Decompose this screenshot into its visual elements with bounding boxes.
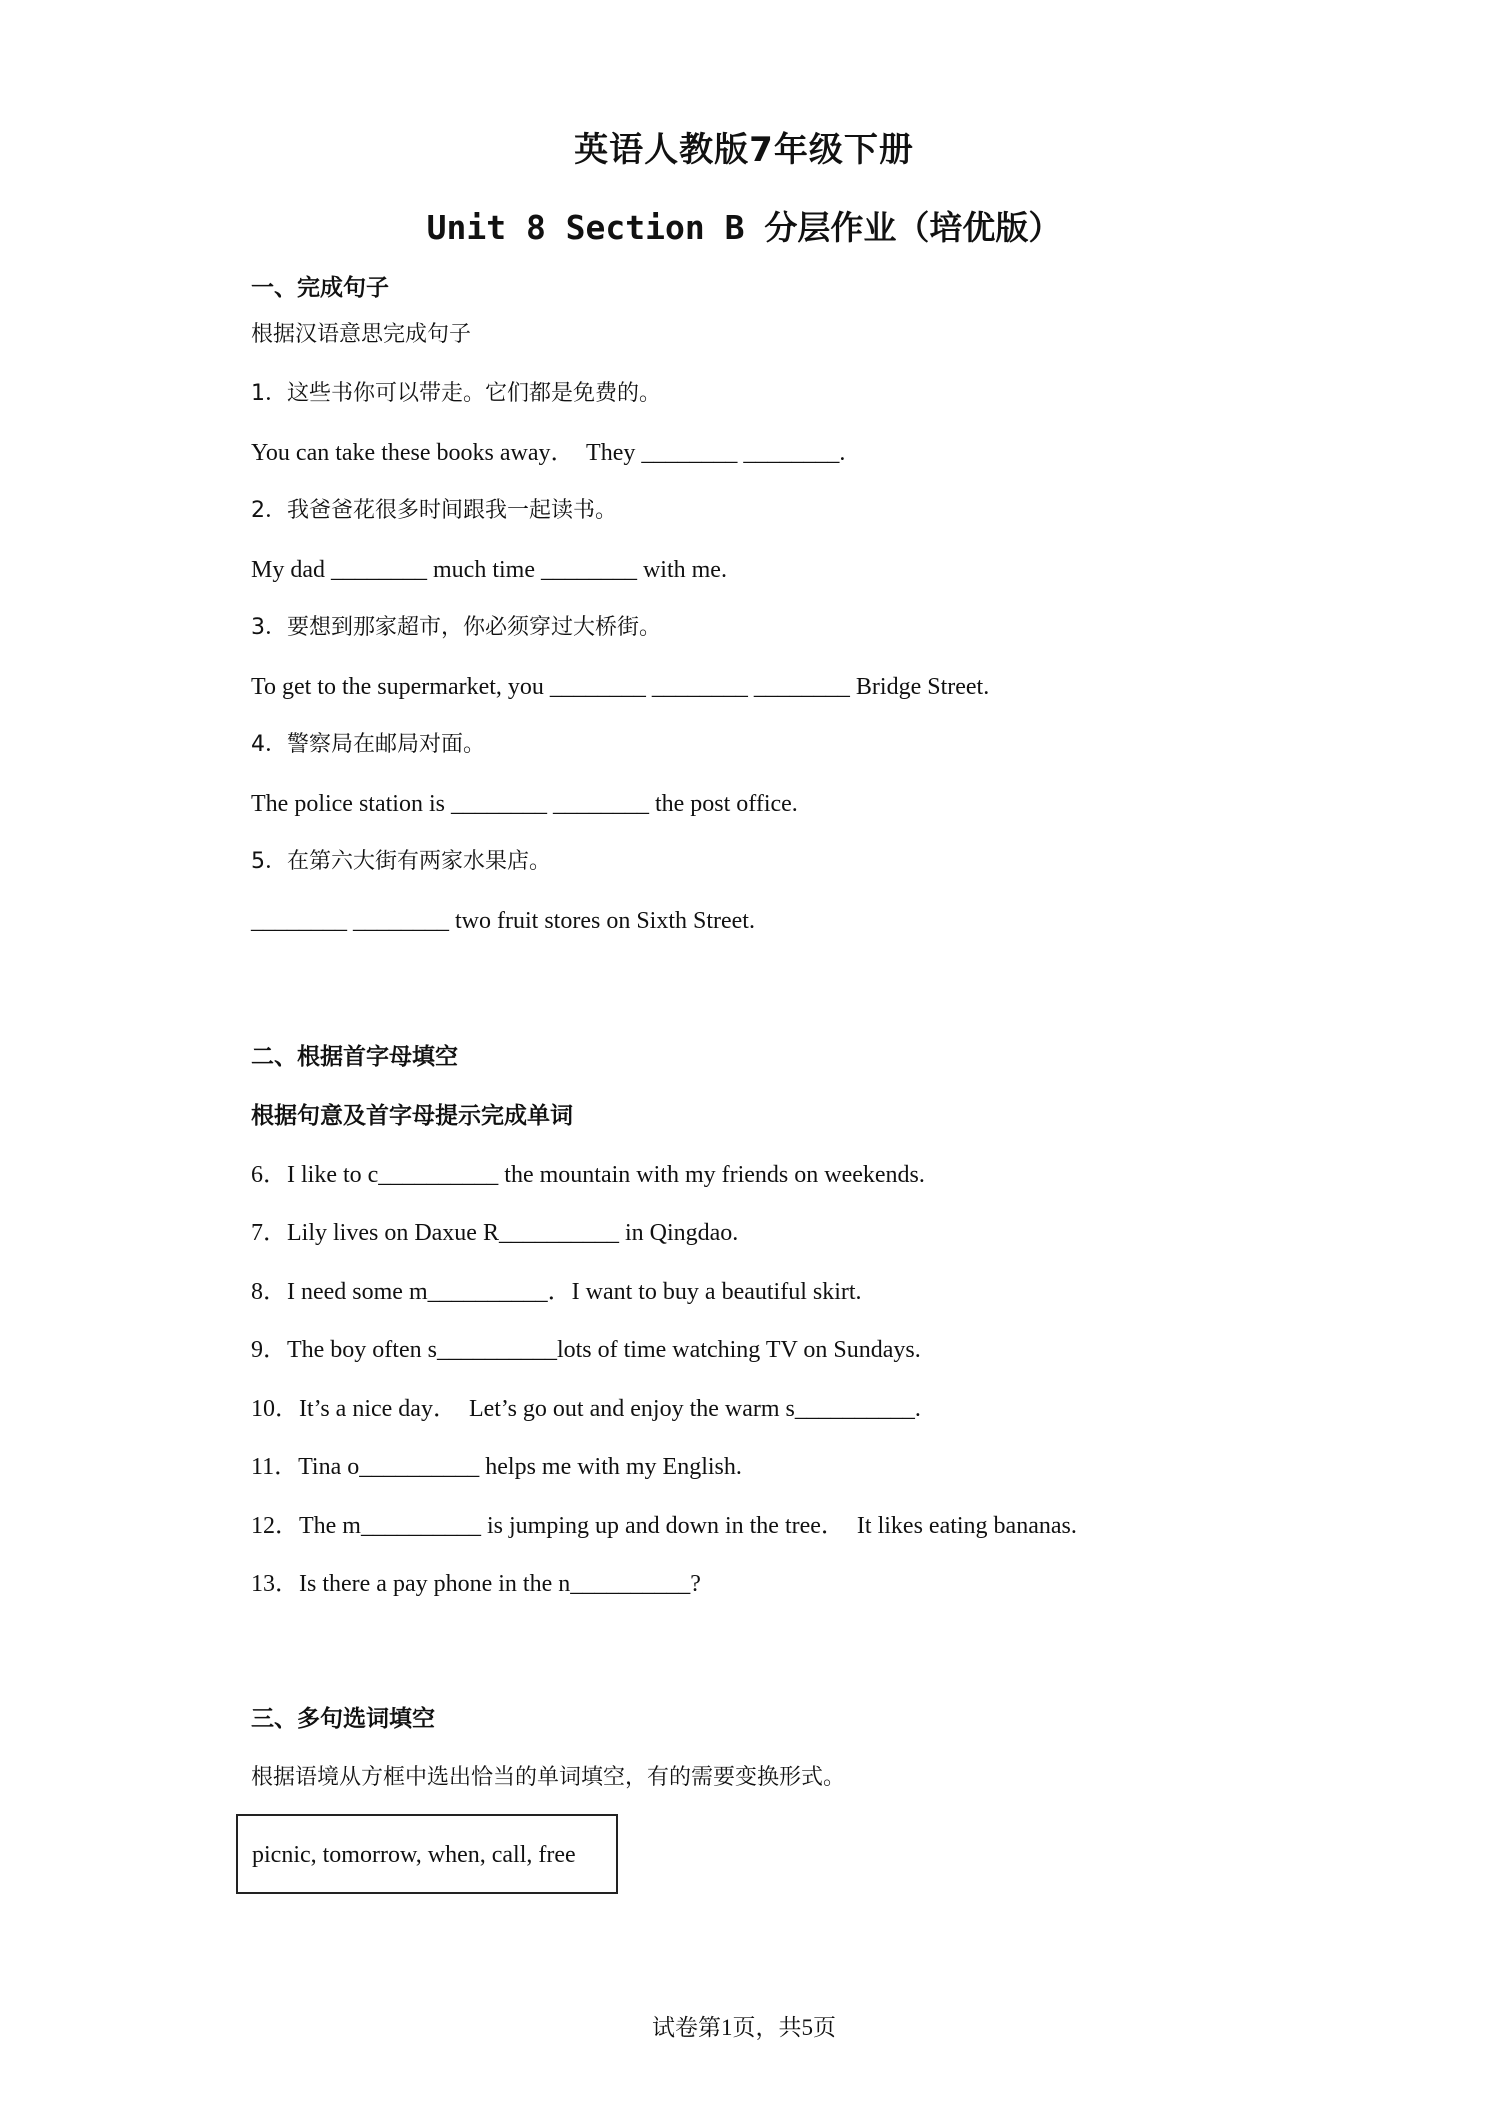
question-12: 12．The m__________ is jumping up and down in the tree． It likes eating bananas. <box>251 1513 1077 1539</box>
question-3-chinese: 3．要想到那家超市，你必须穿过大桥街。 <box>251 615 661 640</box>
question-7: 7．Lily lives on Daxue R__________ in Qingdao. <box>251 1220 739 1246</box>
question-10: 10．It’s a nice day． Let’s go out and enjoy the warm s__________. <box>251 1396 921 1422</box>
page-subtitle: Unit 8 Section B 分层作业（培优版） <box>426 208 1062 247</box>
question-4-english: The police station is ________ ________ the post office. <box>251 791 798 817</box>
question-13: 13．Is there a pay phone in the n__________? <box>251 1571 701 1597</box>
word-box <box>236 1814 618 1894</box>
question-9: 9．The boy often s__________lots of time watching TV on Sundays. <box>251 1337 921 1363</box>
question-6: 6．I like to c__________ the mountain with my friends on weekends. <box>251 1162 925 1188</box>
section1-heading: 一、完成句子 <box>251 275 389 301</box>
question-1-english: You can take these books away． They ________ ________. <box>251 440 846 466</box>
question-8: 8．I need some m__________．I want to buy a beautiful skirt. <box>251 1279 862 1305</box>
section2-instruction: 根据句意及首字母提示完成单词 <box>251 1103 573 1129</box>
section1-instruction: 根据汉语意思完成句子 <box>251 322 472 347</box>
question-1-chinese: 1．这些书你可以带走。它们都是免费的。 <box>251 381 661 406</box>
question-2-chinese: 2．我爸爸花很多时间跟我一起读书。 <box>251 498 617 523</box>
question-4-chinese: 4．警察局在邮局对面。 <box>251 732 485 757</box>
section3-instruction: 根据语境从方框中选出恰当的单词填空，有的需要变换形式。 <box>251 1765 846 1790</box>
word-box-words: picnic, tomorrow, when, call, free <box>252 1842 576 1868</box>
page-footer: 试卷第1页，共5页 <box>652 2015 836 2040</box>
page-title: 英语人教版7年级下册 <box>574 130 914 170</box>
question-3-english: To get to the supermarket, you ________ ________ ________ Bridge Street. <box>251 674 990 700</box>
question-5-chinese: 5．在第六大街有两家水果店。 <box>251 849 551 874</box>
question-5-english: ________ ________ two fruit stores on Sixth Street. <box>251 908 755 934</box>
section2-heading: 二、根据首字母填空 <box>251 1044 458 1070</box>
section3-heading: 三、多句选词填空 <box>251 1706 435 1732</box>
question-11: 11．Tina o__________ helps me with my English. <box>251 1454 742 1480</box>
question-2-english: My dad ________ much time ________ with me. <box>251 557 727 583</box>
